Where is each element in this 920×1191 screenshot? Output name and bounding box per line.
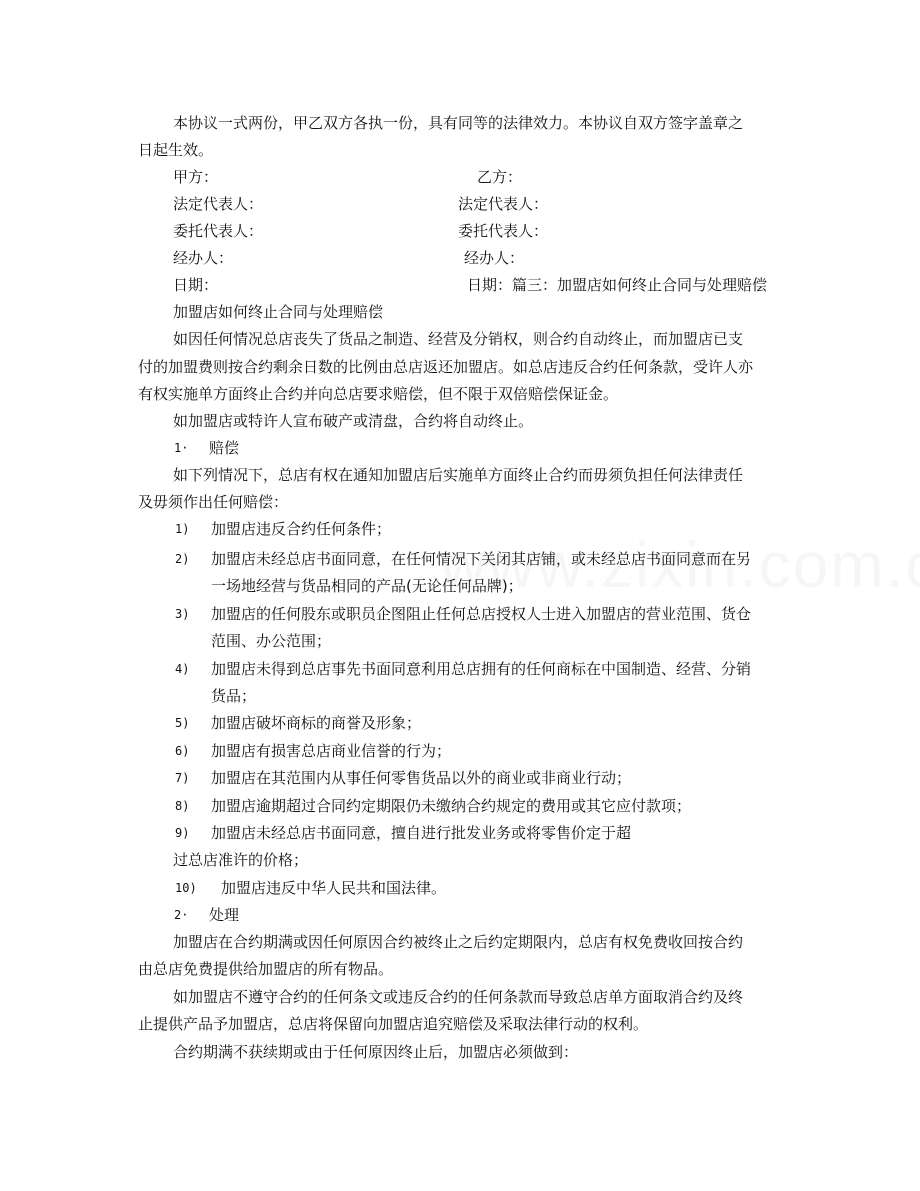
entrusted-rep-b-label: 委托代表人： [458, 222, 549, 240]
date-a-label: 日期： [173, 276, 219, 294]
item-text: 加盟店有损害总店商业信誉的行为； [211, 742, 452, 760]
item-number: 3) [175, 607, 190, 621]
para6: 合约期满不获续期或由于任何原因终止后，加盟店必须做到： [173, 1043, 579, 1061]
para1-line-2: 付的加盟费则按合约剩余日数的比例由总店返还加盟店。如总店违反合约任何条款，受许人亦 [138, 358, 754, 376]
entrusted-rep-a-label: 委托代表人： [173, 222, 264, 240]
intro-line-2: 日起生效。 [138, 141, 214, 159]
legal-rep-a-label: 法定代表人： [173, 195, 264, 213]
para1-line-1: 如因任何情况总店丧失了货品之制造、经营及分销权，则合约自动终止，而加盟店已支 [173, 330, 744, 348]
para4-line-1: 加盟店在合约期满或因任何原因合约被终止之后约定期限内，总店有权免费收回按合约 [173, 933, 744, 951]
legal-rep-b-label: 法定代表人： [458, 195, 549, 213]
item-text: 加盟店在其范围内从事任何零售货品以外的商业或非商业行动； [211, 769, 632, 787]
para3-line-2: 及毋须作出任何赔偿： [138, 493, 289, 511]
handler-b-label: 经办人： [464, 249, 525, 267]
item-text: 加盟店未经总店书面同意，在任何情况下关闭其店铺，或未经总店书面同意而在另 [211, 550, 752, 568]
item-number: 5) [175, 716, 190, 730]
para5-line-2: 止提供产品予加盟店，总店将保留向加盟店追究赔偿及采取法律行动的权利。 [138, 1015, 649, 1033]
item-text: 加盟店未经总店书面同意，擅自进行批发业务或将零售价定于超 [211, 824, 632, 842]
item-number: 4) [175, 662, 190, 676]
item9-continuation: 过总店准许的价格； [173, 851, 309, 869]
item-text: 加盟店破坏商标的商誉及形象； [211, 714, 422, 732]
party-a-label: 甲方： [173, 168, 219, 186]
item-number: 2) [175, 552, 190, 566]
item-text: 加盟店逾期超过合同约定期限仍未缴纳合约规定的费用或其它应付款项； [211, 797, 692, 815]
party-b-label: 乙方： [477, 168, 523, 186]
section1-title: 赔偿 [209, 439, 240, 457]
section2-number: 2· [174, 908, 189, 922]
item-text-cont: 一场地经营与货品相同的产品(无论任何品牌)； [211, 577, 523, 595]
para1-line-3: 有权实施单方面终止合约并向总店要求赔偿，但不限于双倍赔偿保证金。 [138, 385, 619, 403]
item-text: 加盟店未得到总店事先书面同意利用总店拥有的任何商标在中国制造、经营、分销 [211, 660, 752, 678]
item-number: 10) [175, 881, 197, 895]
handler-a-label: 经办人： [173, 249, 234, 267]
section1-number: 1· [174, 441, 189, 455]
section2-title: 处理 [209, 906, 240, 924]
item-text-cont: 货品； [211, 687, 257, 705]
intro-line-1: 本协议一式两份，甲乙双方各执一份，具有同等的法律效力。本协议自双方签字盖章之 [173, 114, 744, 132]
item-number: 7) [175, 771, 190, 785]
para2: 如加盟店或特许人宣布破产或清盘，合约将自动终止。 [173, 412, 534, 430]
item-text: 加盟店违反中华人民共和国法律。 [221, 879, 447, 897]
item-number: 6) [175, 744, 190, 758]
para5-line-1: 如加盟店不遵守合约的任何条文或违反合约的任何条款而导致总店单方面取消合约及终 [173, 988, 744, 1006]
section-title: 加盟店如何终止合同与处理赔偿 [173, 303, 384, 321]
para3-line-1: 如下列情况下，总店有权在通知加盟店后实施单方面终止合约而毋须负担任何法律责任 [173, 466, 744, 484]
item-number: 8) [175, 799, 190, 813]
item-text: 加盟店违反合约任何条件； [211, 520, 392, 538]
item-number: 9) [175, 826, 190, 840]
item-text: 加盟店的任何股东或职员企图阻止任何总店授权人士进入加盟店的营业范围、货仓 [211, 605, 752, 623]
item-number: 1) [175, 522, 190, 536]
item-text-cont: 范围、办公范围； [211, 632, 332, 650]
para4-line-2: 由总店免费提供给加盟店的所有物品。 [138, 960, 394, 978]
date-b-label: 日期：篇三：加盟店如何终止合同与处理赔偿 [467, 276, 768, 294]
